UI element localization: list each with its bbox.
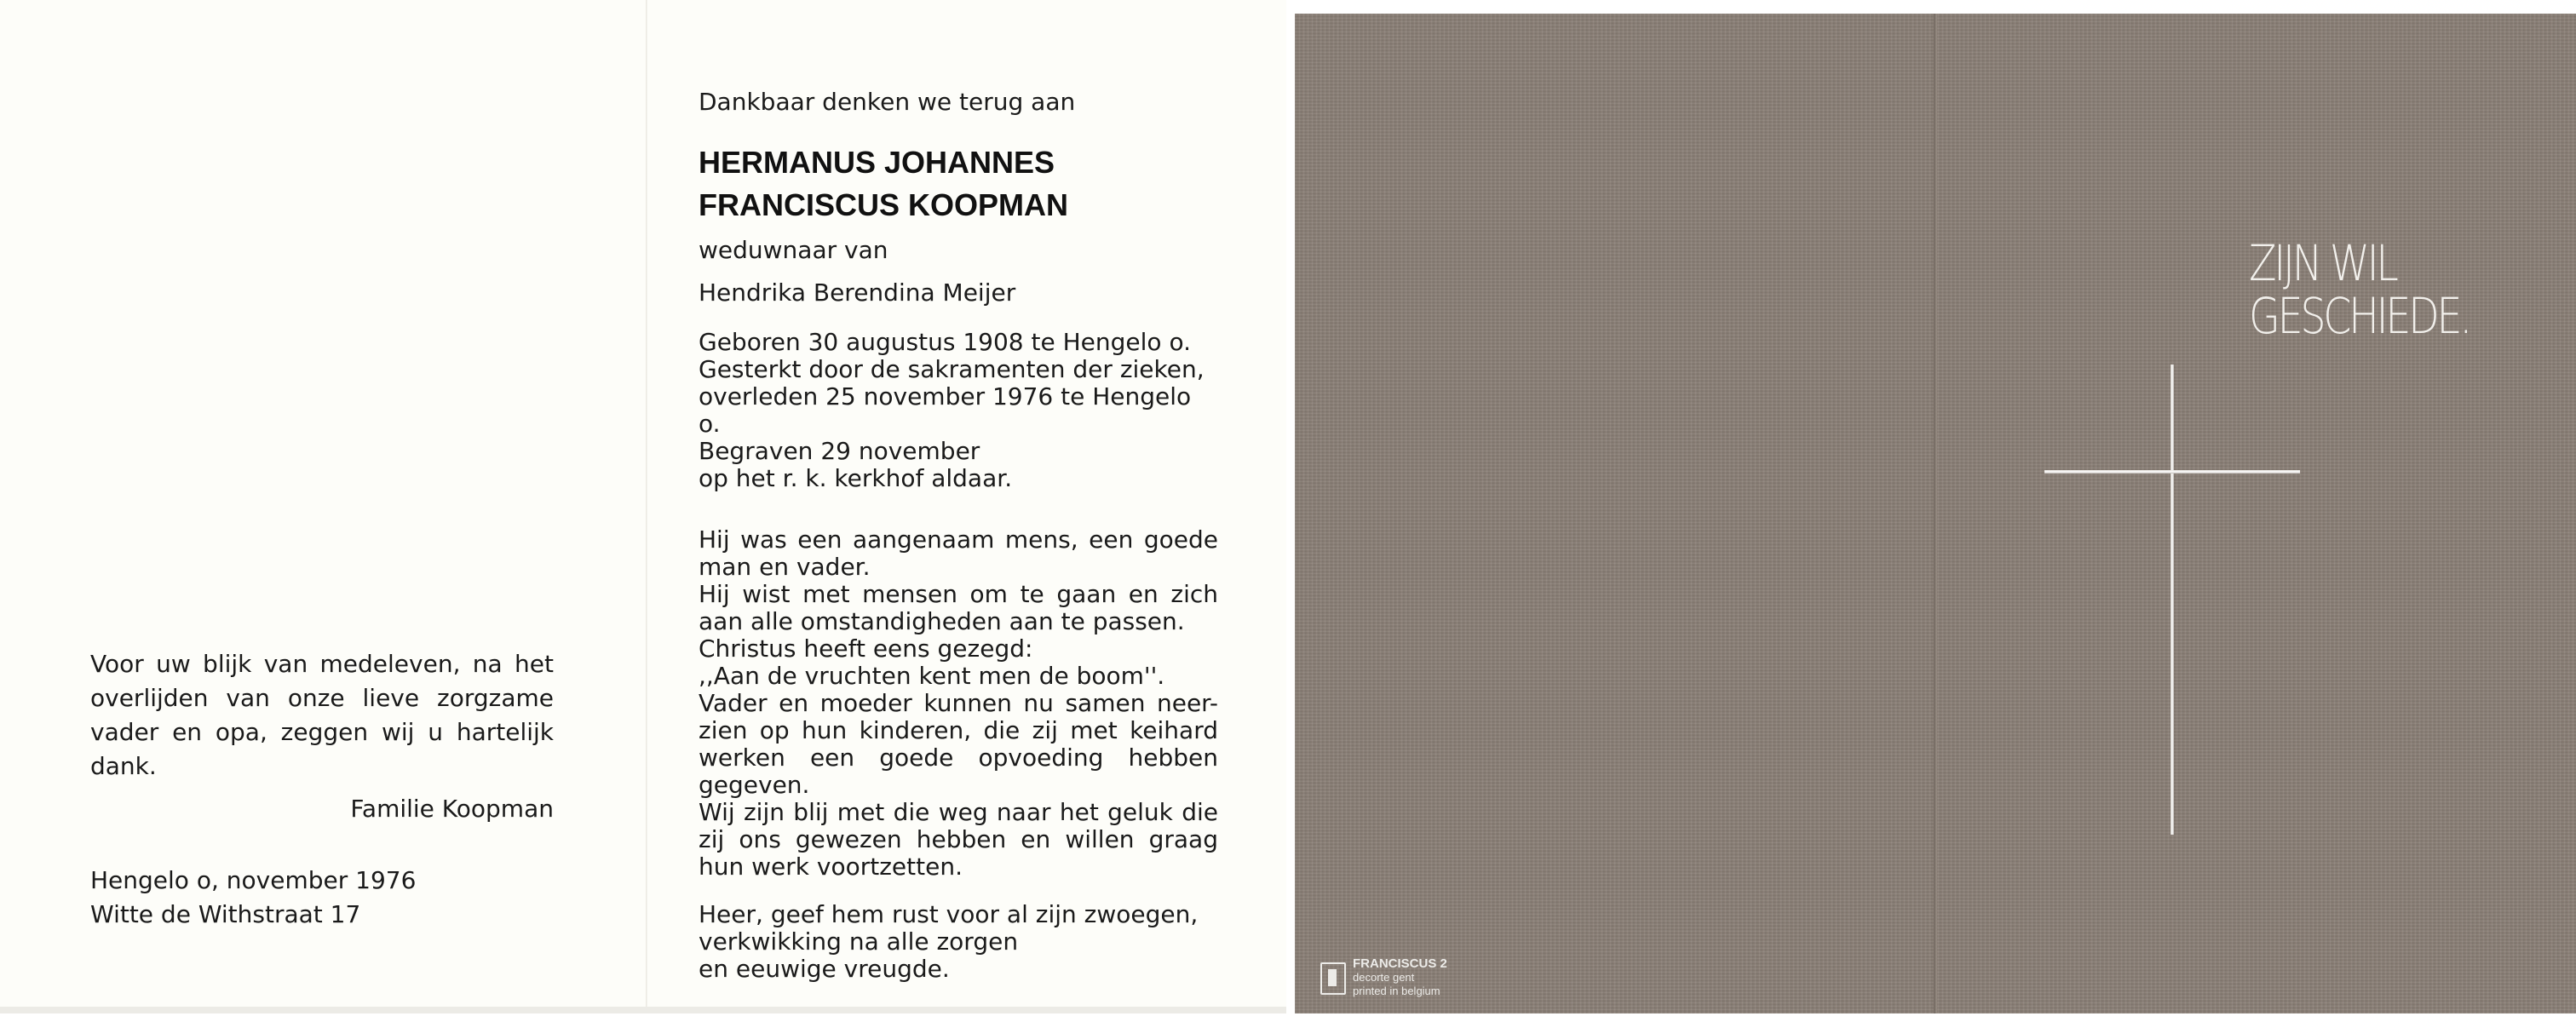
cross-icon — [2044, 365, 2300, 833]
signature: Familie Koopman — [350, 795, 554, 823]
publisher-brand: FRANCISCUS 2 — [1353, 956, 1447, 971]
motto-line-2: GESCHIEDE. — [2249, 287, 2470, 345]
name-line-1: HERMANUS JOHANNES — [699, 145, 1055, 180]
thanks-text: Voor uw blijk van medeleven, na het overlijden van onze lieve zorgzame vader en opa, zeggen wij u hartelijk dank. — [90, 650, 554, 780]
tribute-line: ,,Aan de vruchten kent men de boom''. — [699, 662, 1165, 690]
card-bottom-edge — [0, 1007, 1286, 1013]
fact-line: Geboren 30 augustus 1908 te Hengelo o. — [699, 328, 1191, 356]
life-facts — [699, 329, 1218, 492]
fact-line: Gesterkt door de sakramenten der zieken, — [699, 355, 1205, 383]
left-panel — [90, 647, 554, 932]
cross-vertical-bar — [2171, 365, 2174, 835]
fact-line: op het r. k. kerkhof aldaar. — [699, 464, 1013, 492]
right-panel — [699, 89, 1218, 983]
name-line-2: FRANCISCUS KOOPMAN — [699, 187, 1069, 222]
card-inside — [0, 0, 1286, 1013]
prayer-line: Heer, geef hem rust voor al zijn zwoegen, — [699, 900, 1199, 928]
tribute-text — [699, 526, 1218, 881]
card-cover — [1295, 14, 2576, 1013]
publisher-text — [1353, 957, 1447, 998]
motto-line-1: ZIJN WIL — [2249, 234, 2396, 292]
fact-line: Begraven 29 november — [699, 437, 980, 465]
address: Witte de Withstraat 17 — [90, 900, 361, 928]
tribute-line: Wij zijn blij met die weg naar het geluk die zij ons gewezen hebben en willen graag hun werk voortzetten. — [699, 798, 1218, 881]
fact-line: overleden 25 november 1976 te Hengelo o. — [699, 382, 1192, 438]
cross-horizontal-bar — [2044, 470, 2300, 474]
place-date: Hengelo o, november 1976 — [90, 866, 417, 894]
tribute-line: Christus heeft eens gezegd: — [699, 634, 1033, 663]
tribute-line: Vader en moeder kunnen nu samen neer-zien op hun kinderen, die zij met keihard werken een goede opvoeding hebben gegeven. — [699, 689, 1218, 799]
tribute-line: Hij was een aangenaam mens, een goede man en vader. — [699, 525, 1218, 581]
cover-fold-line — [1934, 14, 1937, 1013]
prayer-text — [699, 901, 1218, 983]
intro-text: Dankbaar denken we terug aan — [699, 88, 1076, 116]
publisher-mark — [1320, 957, 1447, 1005]
prayer-line: en eeuwige vreugde. — [699, 955, 950, 983]
spouse-name: Hendrika Berendina Meijer — [699, 278, 1016, 307]
prayer-line: verkwikking na alle zorgen — [699, 927, 1019, 956]
cover-motto — [2249, 234, 2487, 345]
inside-fold-line — [646, 0, 647, 1013]
publisher-name: decorte gent — [1353, 971, 1415, 984]
widower-of: weduwnaar van — [699, 236, 888, 264]
deceased-name — [699, 141, 1218, 227]
tribute-line: Hij wist met mensen om te gaan en zich aan alle omstandigheden aan te passen. — [699, 580, 1218, 635]
publisher-logo-icon — [1320, 962, 1346, 995]
publisher-print: printed in belgium — [1353, 985, 1440, 997]
